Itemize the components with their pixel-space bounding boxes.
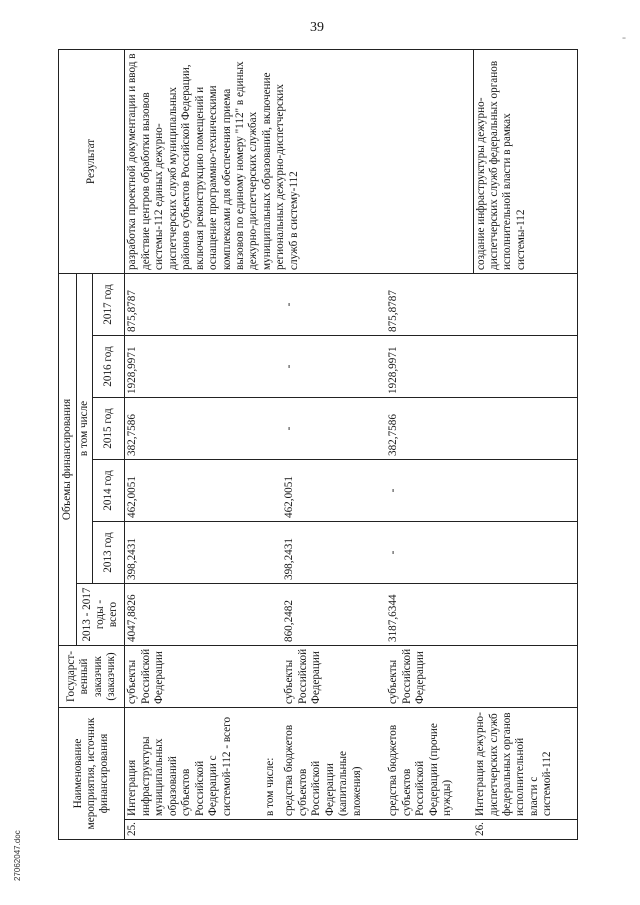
header-year-2013: 2013 год (93, 522, 125, 584)
row-result: разработка проектной документации и ввод в действие центров обработки вызовов системы-112 единых дежурно-диспетчерских служб муниципальных районов субъектов Российской Федерации, включая реконструкцию помещений и оснащение программно-техническими комплексами для обеспечения приема вызовов по единому номеру "112" в единых дежурно-диспетчерских службах муниципальных образований, включение региональных дежурно-диспетчерских служб в систему-112 (125, 49, 473, 273)
row-number: 26. (473, 820, 577, 840)
row-total (473, 584, 577, 646)
rotated-table-container (58, 50, 578, 840)
row-2014 (473, 460, 577, 522)
row-total: 3187,6344 (386, 584, 473, 646)
row-number (263, 820, 282, 840)
row-name: средства бюджетов субъектов Российской Федерации (прочие нужды) (386, 708, 473, 820)
row-total: 860,2482 (282, 584, 386, 646)
row-number: 25. (125, 820, 263, 840)
row-customer: субъекты Российской Федерации (282, 646, 386, 708)
row-total (263, 584, 282, 646)
row-name: Интеграция инфраструктуры муниципальных образований субъектов Российской Федерации с системой-112 - всего (125, 708, 263, 820)
financing-table (58, 49, 578, 840)
header-total: 2013 - 2017 годы - всего (77, 584, 125, 646)
row-2016 (263, 336, 282, 398)
header-including: в том числе (77, 273, 93, 583)
row-2015: 382,7586 (386, 398, 473, 460)
row-2014: - (386, 460, 473, 522)
header-name: Наименование мероприятия, источник финансирования (59, 708, 125, 840)
row-customer: субъекты Российской Федерации (125, 646, 263, 708)
row-2017 (263, 273, 282, 335)
row-name: в том числе: (263, 708, 282, 820)
header-year-2014: 2014 год (93, 460, 125, 522)
row-2017: - (282, 273, 386, 335)
row-2015 (263, 398, 282, 460)
header-year-2016: 2016 год (93, 336, 125, 398)
row-2014: 462,0051 (125, 460, 263, 522)
row-2017: 875,8787 (125, 273, 263, 335)
header-customer: Государст-венный заказчик (заказчик) (59, 646, 125, 708)
row-2016: 1928,9971 (125, 336, 263, 398)
row-2016: 1928,9971 (386, 336, 473, 398)
row-2013: - (386, 522, 473, 584)
row-2015: - (282, 398, 386, 460)
row-result: создание инфраструктуры дежурно-диспетчерских служб федеральных органов исполнительной власти в рамках системы-112 (473, 49, 577, 273)
row-2013: 398,2431 (282, 522, 386, 584)
header-year-2015: 2015 год (93, 398, 125, 460)
row-number (282, 820, 386, 840)
row-2016: - (282, 336, 386, 398)
corner-mark: - (622, 30, 626, 44)
row-2014 (263, 460, 282, 522)
row-2015 (473, 398, 577, 460)
row-number (386, 820, 473, 840)
row-2017 (473, 273, 577, 335)
row-2013 (263, 522, 282, 584)
row-2014: 462,0051 (282, 460, 386, 522)
header-result: Результат (59, 49, 125, 273)
row-customer (473, 646, 577, 708)
page-number: 39 (310, 20, 324, 35)
header-volumes: Объемы финансирования (59, 273, 77, 645)
row-2013 (473, 522, 577, 584)
row-2017: 875,8787 (386, 273, 473, 335)
footer-stamp: 27062047.doc (13, 830, 22, 881)
row-2015: 382,7586 (125, 398, 263, 460)
header-year-2017: 2017 год (93, 273, 125, 335)
row-name: Интеграция дежурно-диспетчерских служб федеральных органов исполнительной власти с системой-112 (473, 708, 577, 820)
row-2016 (473, 336, 577, 398)
table-row (125, 49, 263, 839)
row-customer: субъекты Российской Федерации (386, 646, 473, 708)
row-name: средства бюджетов субъектов Российской Федерации (капитальные вложения) (282, 708, 386, 820)
row-customer (263, 646, 282, 708)
row-2013: 398,2431 (125, 522, 263, 584)
table-row (473, 49, 577, 839)
row-total: 4047,8826 (125, 584, 263, 646)
